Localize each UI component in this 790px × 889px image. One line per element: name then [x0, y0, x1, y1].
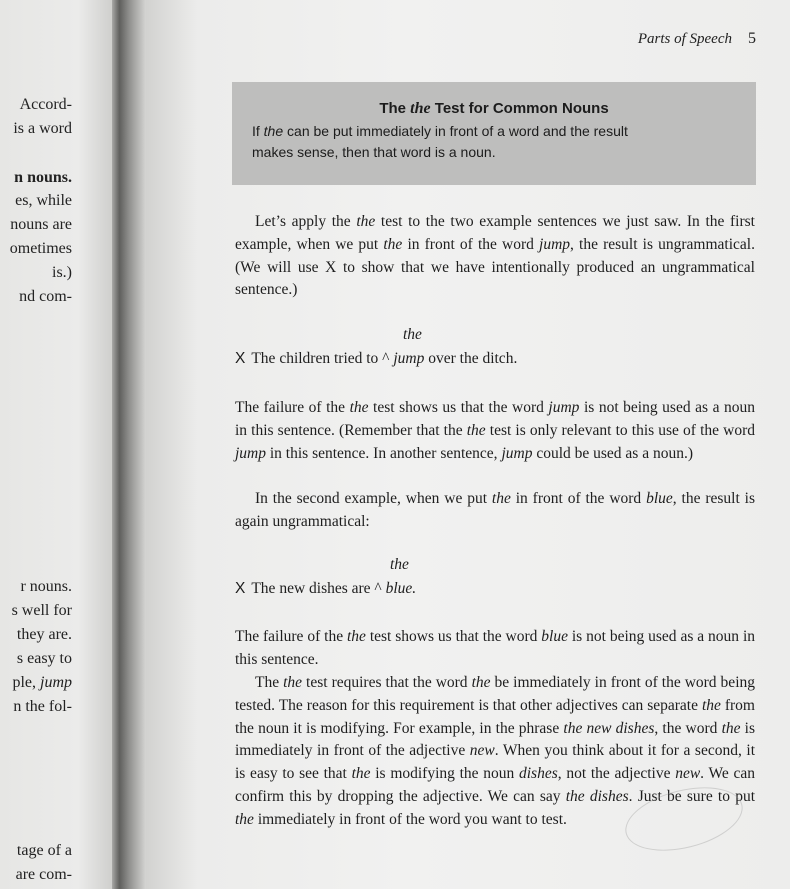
- left-line: n the fol-: [13, 698, 72, 715]
- left-line: ometimes: [9, 240, 72, 257]
- left-line: es, while: [15, 192, 72, 209]
- book-gutter: [112, 0, 146, 889]
- ungrammatical-mark: X: [235, 350, 246, 367]
- left-line: s easy to: [16, 650, 72, 667]
- paragraph: The failure of the the test shows us that the word blue is not being used as a noun in this sentence.: [235, 628, 755, 668]
- ungrammatical-mark: X: [235, 580, 246, 597]
- example-sentence: X The new dishes are ^ blue.: [235, 580, 417, 597]
- paragraph: In the second example, when we put the in front of the word blue, the result is again ungrammatical:: [235, 490, 756, 530]
- left-line: nouns are: [10, 216, 72, 233]
- left-line: is a word: [13, 120, 72, 137]
- paragraph: The failure of the the test shows us that the word jump is not being used as a noun in this sentence. (Remember that the the test is only relevant to this use of the word jump in this sentence. In another sentence, jump could be used as a noun.): [235, 399, 755, 462]
- inserted-word: the: [403, 326, 422, 343]
- left-line: n nouns.: [14, 169, 72, 186]
- left-line: tage of a: [16, 842, 72, 859]
- inserted-word: the: [390, 556, 409, 573]
- left-line: are com-: [15, 866, 72, 883]
- test-box-line: If the can be put immediately in front of a word and the result: [252, 123, 628, 139]
- running-head: [638, 30, 756, 48]
- left-facing-page: [0, 0, 112, 889]
- test-box-line: makes sense, then that word is a noun.: [252, 144, 496, 160]
- paragraph: Let’s apply the the test to the two example sentences we just saw. In the first example, when we put the in front of the word jump, the result is ungrammatical. (We will use X to show that we have intentionally produced an ungrammatical sentence.): [235, 213, 755, 299]
- test-box-body: [232, 118, 756, 163]
- test-box-title: The the Test for Common Nouns: [379, 100, 609, 117]
- left-line: s well for: [11, 602, 72, 619]
- left-line: is.): [52, 264, 72, 281]
- left-line: nd com-: [19, 288, 72, 305]
- paragraph: The the test requires that the word the be immediately in front of the word being tested. The reason for this requirement is that other adjectives can separate the from the noun it is modifying. For example, in the phrase the new dishes, the word the is immediately in front of the adjective new. When you think about it for a second, it is easy to see that the is modifying the noun dishes, not the adjective new. We can confirm this by dropping the adjective. We can say the dishes. Just be sure to put the immediately in front of the word you want to test.: [235, 674, 756, 828]
- page-number: 5: [748, 30, 756, 47]
- running-head-title: Parts of Speech: [637, 31, 732, 47]
- test-rule-box: [232, 82, 756, 185]
- left-line: r nouns.: [20, 578, 72, 595]
- left-line: ple, jump: [12, 674, 72, 691]
- right-page: [146, 0, 790, 889]
- left-line: Accord-: [19, 96, 72, 113]
- example-sentence: X The children tried to ^ jump over the ditch.: [235, 350, 518, 367]
- left-line: they are.: [16, 626, 72, 643]
